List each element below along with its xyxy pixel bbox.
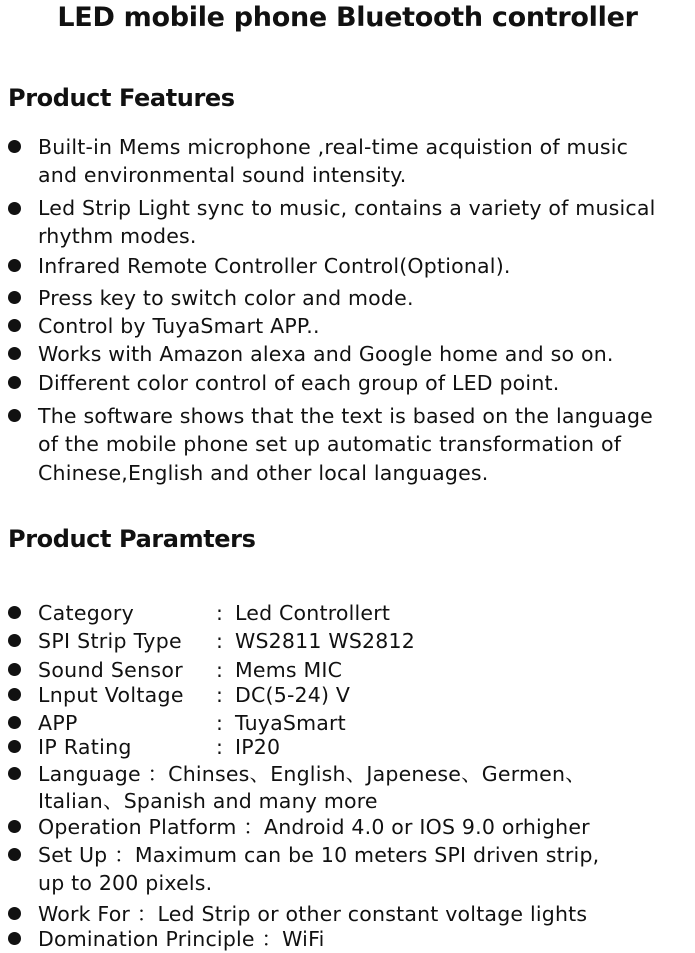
param-colon: : (216, 683, 223, 707)
feature-line: Different color control of each group of LED point. (38, 371, 560, 395)
param-line: Domination Principle ：WiFi (38, 927, 325, 951)
param-colon: : (216, 658, 223, 682)
bullet-icon (8, 202, 21, 215)
param-line: Italian、Spanish and many more (38, 789, 378, 813)
bullet-icon (8, 376, 21, 389)
param-colon: : (216, 629, 223, 653)
feature-line: Chinese,English and other local languages. (38, 461, 489, 485)
param-value: Mems MIC (235, 658, 343, 682)
bullet-icon (8, 848, 21, 861)
param-label: Sound Sensor (38, 658, 183, 682)
feature-line: Led Strip Light sync to music, contains a variety of musical (38, 196, 656, 220)
bullet-icon (8, 663, 21, 676)
feature-line: Works with Amazon alexa and Google home and so on. (38, 342, 614, 366)
param-line: up to 200 pixels. (38, 871, 213, 895)
feature-line: Built-in Mems microphone ,real-time acquistion of music (38, 135, 629, 159)
feature-line: and environmental sound intensity. (38, 163, 407, 187)
bullet-icon (8, 740, 21, 753)
param-value: TuyaSmart (235, 711, 346, 735)
param-value: IP20 (235, 735, 281, 759)
feature-line: Control by TuyaSmart APP.. (38, 314, 320, 338)
bullet-icon (8, 907, 21, 920)
param-value: WS2811 WS2812 (235, 629, 416, 653)
param-label: Category (38, 601, 135, 625)
features-heading: Product Features (8, 84, 235, 112)
param-label: SPI Strip Type (38, 629, 182, 653)
feature-line: of the mobile phone set up automatic transformation of (38, 432, 622, 456)
bullet-icon (8, 634, 21, 647)
feature-line: Press key to switch color and mode. (38, 286, 414, 310)
param-label: APP (38, 711, 78, 735)
bullet-icon (8, 688, 21, 701)
param-value: DC(5-24) V (235, 683, 351, 707)
param-label: IP Rating (38, 735, 132, 759)
bullet-icon (8, 291, 21, 304)
param-label: Lnput Voltage (38, 683, 184, 707)
param-line: Language ：Chinses、English、Japenese、Germen、 (38, 762, 586, 786)
param-colon: : (216, 735, 223, 759)
bullet-icon (8, 140, 21, 153)
param-line: Operation Platform ：Android 4.0 or IOS 9.0 orhigher (38, 815, 590, 839)
param-line: Set Up ：Maximum can be 10 meters SPI driven strip, (38, 843, 600, 867)
bullet-icon (8, 716, 21, 729)
bullet-icon (8, 409, 21, 422)
bullet-icon (8, 767, 21, 780)
param-colon: : (216, 601, 223, 625)
feature-line: The software shows that the text is based on the language (38, 404, 653, 428)
bullet-icon (8, 820, 21, 833)
param-line: Work For ：Led Strip or other constant voltage lights (38, 902, 588, 926)
bullet-icon (8, 347, 21, 360)
bullet-icon (8, 259, 21, 272)
feature-line: Infrared Remote Controller Control(Optional). (38, 254, 511, 278)
bullet-icon (8, 319, 21, 332)
parameters-heading: Product Paramters (8, 525, 256, 553)
bullet-icon (8, 606, 21, 619)
param-colon: : (216, 711, 223, 735)
page-title: LED mobile phone Bluetooth controller (57, 2, 638, 33)
bullet-icon (8, 932, 21, 945)
param-value: Led Controllert (235, 601, 391, 625)
feature-line: rhythm modes. (38, 224, 197, 248)
